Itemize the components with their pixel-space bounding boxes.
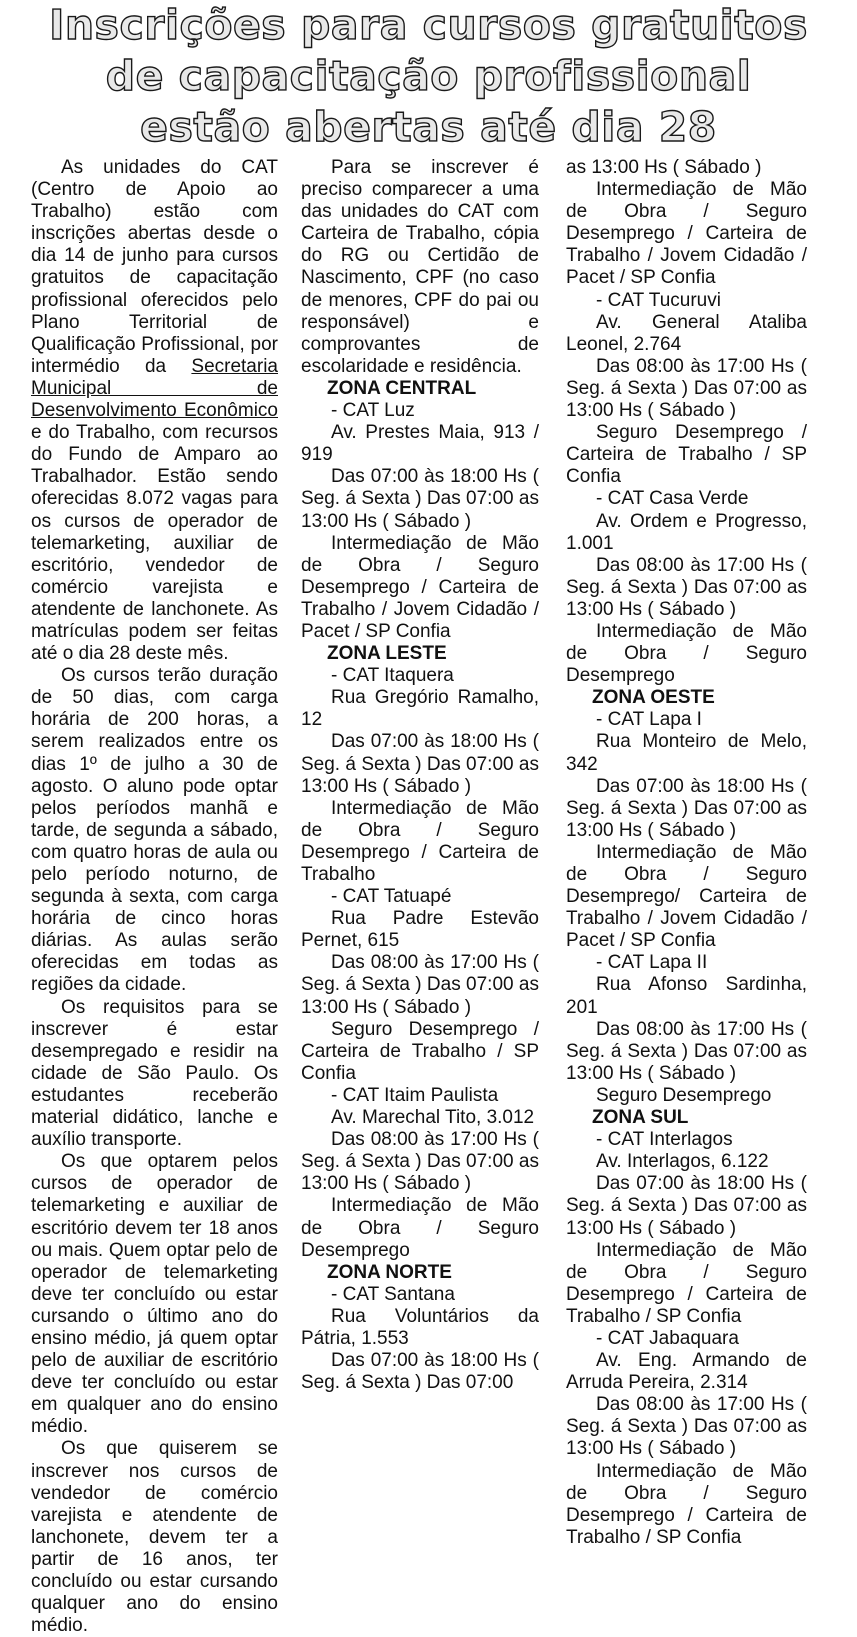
cat-hours: Das 08:00 às 17:00 Hs ( Seg. á Sexta ) Das 07:00 as 13:00 Hs ( Sábado ) [566, 554, 807, 620]
paragraph-intro: As unidades do CAT (Centro de Apoio ao Trabalho) estão com inscrições abertas desde o dia 14 de junho para cursos gratuitos de capacitação profissional oferecidos pelo Plano Territorial de Qualificação Profissional, por intermédio da Secretaria Municipal de Desenvolvimento Econômico e do Trabalho, com recursos do Fundo de Amparo ao Trabalhador. Estão sendo oferecidas 8.072 vagas para os cursos de operador de telemarketing, auxiliar de escritório, vendedor de comércio varejista e atendente de lanchonete. As matrículas podem ser feitas até o dia 28 deste mês. [31, 157, 278, 665]
cat-services: Intermediação de Mão de Obra / Seguro Desemprego [301, 1195, 539, 1261]
article-column-2 [301, 157, 539, 1562]
cat-services: Intermediação de Mão de Obra / Seguro Desemprego / Carteira de Trabalho / Jovem Cidadão / Pacet / SP Confia [566, 179, 807, 289]
cat-hours: Das 08:00 às 17:00 Hs ( Seg. á Sexta ) Das 07:00 as 13:00 Hs ( Sábado ) [301, 1129, 539, 1195]
zone-heading: ZONA NORTE [327, 1261, 452, 1283]
cat-unit-name: - CAT Lapa I [596, 709, 702, 731]
secretaria-link: Secretaria Municipal de Desenvolvimento Econômico [31, 355, 278, 422]
cat-services: Intermediação de Mão de Obra / Seguro Desemprego / Carteira de Trabalho / SP Confia [566, 1239, 807, 1327]
paragraph-duration: Os cursos terão duração de 50 dias, com carga horária de 200 horas, a serem realizados entre os dias 1º de julho a 30 de agosto. O aluno pode optar pelos períodos manhã e tarde, de segunda a sábado, com quatro horas de aula ou pelo período noturno, de segunda à sexta, com carga horária de cinco horas diárias. As aulas serão oferecidas em todas as regiões da cidade. [31, 665, 278, 996]
cat-unit-name: - CAT Interlagos [596, 1129, 733, 1151]
cat-unit-name: - CAT Casa Verde [596, 488, 749, 510]
cat-hours: Das 07:00 às 18:00 Hs ( Seg. á Sexta ) Das 07:00 as 13:00 Hs ( Sábado ) [301, 466, 539, 532]
cat-hours: Das 07:00 às 18:00 Hs ( Seg. á Sexta ) Das 07:00 as 13:00 Hs ( Sábado ) [301, 731, 539, 797]
cat-services: Intermediação de Mão de Obra / Seguro Desemprego / Carteira de Trabalho / SP Confia [566, 1460, 807, 1548]
cat-services: Intermediação de Mão de Obra / Seguro Desemprego/ Carteira de Trabalho / Jovem Cidadão / Pacet / SP Confia [566, 841, 807, 952]
cat-services: Seguro Desemprego / Carteira de Trabalho / SP Confia [566, 422, 807, 488]
zone-heading: ZONA OESTE [592, 687, 715, 709]
paragraph-age-vendor: Os que quiserem se inscrever nos cursos de vendedor de comércio varejista e atendente de lanchonete, devem ter a partir de 16 anos, ter concluído ou estar cursando qualquer ano do ensino médio. [31, 1438, 278, 1637]
cat-list-col3 [566, 157, 807, 1549]
zone-heading: ZONA LESTE [327, 643, 447, 665]
article-column-3 [566, 157, 807, 1562]
cat-address: Av. Prestes Maia, 913 / 919 [301, 422, 539, 466]
headline-line-3: estão abertas até dia 28 [140, 103, 717, 151]
cat-hours: Das 08:00 às 17:00 Hs ( Seg. á Sexta ) Das 07:00 as 13:00 Hs ( Sábado ) [566, 355, 807, 422]
cat-hours: Das 07:00 às 18:00 Hs ( Seg. á Sexta ) Das 07:00 as 13:00 Hs ( Sábado ) [566, 775, 807, 841]
cat-unit-name: - CAT Tucuruvi [596, 289, 721, 311]
cat-unit-name: - CAT Tatuapé [331, 886, 452, 908]
cat-services: Intermediação de Mão de Obra / Seguro Desemprego / Carteira de Trabalho / Jovem Cidadão / Pacet / SP Confia [301, 532, 539, 642]
paragraph-requirements: Os requisitos para se inscrever é estar desempregado e residir na cidade de São Paulo. Os estudantes receberão material didático, lanche e auxílio transporte. [31, 996, 278, 1151]
cat-unit-name: - CAT Itaquera [331, 665, 454, 687]
paragraph-documents: Para se inscrever é preciso comparecer a uma das unidades do CAT com Carteira de Trabalho, cópia do RG ou Certidão de Nascimento, CPF (no caso de menores, CPF do pai ou responsável) e comprovantes de escolaridade e residência. [301, 157, 539, 377]
cat-address: Rua Monteiro de Melo, 342 [566, 731, 807, 775]
cat-unit-name: - CAT Luz [331, 400, 415, 422]
article-column-1 [31, 157, 278, 1637]
cat-address: Av. Ordem e Progresso, 1.001 [566, 510, 807, 554]
cat-hours: Das 08:00 às 17:00 Hs ( Seg. á Sexta ) Das 07:00 as 13:00 Hs ( Sábado ) [566, 1394, 807, 1460]
cat-services: Seguro Desemprego / Carteira de Trabalho / SP Confia [301, 1018, 539, 1084]
cat-hours: Das 08:00 às 17:00 Hs ( Seg. á Sexta ) Das 07:00 as 13:00 Hs ( Sábado ) [301, 952, 539, 1018]
cat-services: Intermediação de Mão de Obra / Seguro Desemprego [566, 620, 807, 687]
cat-services: Intermediação de Mão de Obra / Seguro Desemprego / Carteira de Trabalho [301, 797, 539, 885]
headline [0, 0, 857, 150]
cat-hours: Das 07:00 às 18:00 Hs ( Seg. á Sexta ) Das 07:00 as 13:00 Hs ( Sábado ) [566, 1173, 807, 1239]
cat-address: Av. General Ataliba Leonel, 2.764 [566, 311, 807, 355]
cat-list-col2 [301, 378, 539, 1394]
zone-heading: ZONA SUL [592, 1107, 689, 1129]
cat-address: Rua Gregório Ramalho, 12 [301, 687, 539, 731]
paragraph-age-operator: Os que optarem pelos cursos de operador de telemarketing e auxiliar de escritório devem ter 18 anos ou mais. Quem optar pelo de operador de telemarketing deve ter concluído ou estar cursando o último ano do ensino médio, já quem optar pelo de auxiliar de escritório deve ter concluído ou estar em qualquer ano do ensino médio. [31, 1151, 278, 1438]
cat-address: Rua Afonso Sardinha, 201 [566, 974, 807, 1018]
cat-hours-continued: as 13:00 Hs ( Sábado ) [566, 157, 762, 178]
cat-address: Av. Marechal Tito, 3.012 [331, 1107, 535, 1129]
headline-line-2: de capacitação profissional [105, 52, 752, 100]
cat-unit-name: - CAT Santana [331, 1283, 455, 1305]
cat-address: Rua Voluntários da Pátria, 1.553 [301, 1305, 539, 1349]
cat-hours: Das 08:00 às 17:00 Hs ( Seg. á Sexta ) Das 07:00 as 13:00 Hs ( Sábado ) [566, 1018, 807, 1084]
cat-hours: Das 07:00 às 18:00 Hs ( Seg. á Sexta ) Das 07:00 [301, 1350, 539, 1394]
cat-services: Seguro Desemprego [596, 1084, 772, 1106]
cat-address: Rua Padre Estevão Pernet, 615 [301, 908, 539, 952]
headline-line-1: Inscrições para cursos gratuitos [49, 1, 808, 49]
cat-unit-name: - CAT Itaim Paulista [331, 1084, 499, 1106]
cat-unit-name: - CAT Lapa II [596, 952, 708, 974]
cat-unit-name: - CAT Jabaquara [596, 1327, 739, 1349]
zone-heading: ZONA CENTRAL [327, 377, 477, 399]
cat-address: Av. Interlagos, 6.122 [596, 1151, 769, 1173]
cat-address: Av. Eng. Armando de Arruda Pereira, 2.314 [566, 1350, 807, 1394]
